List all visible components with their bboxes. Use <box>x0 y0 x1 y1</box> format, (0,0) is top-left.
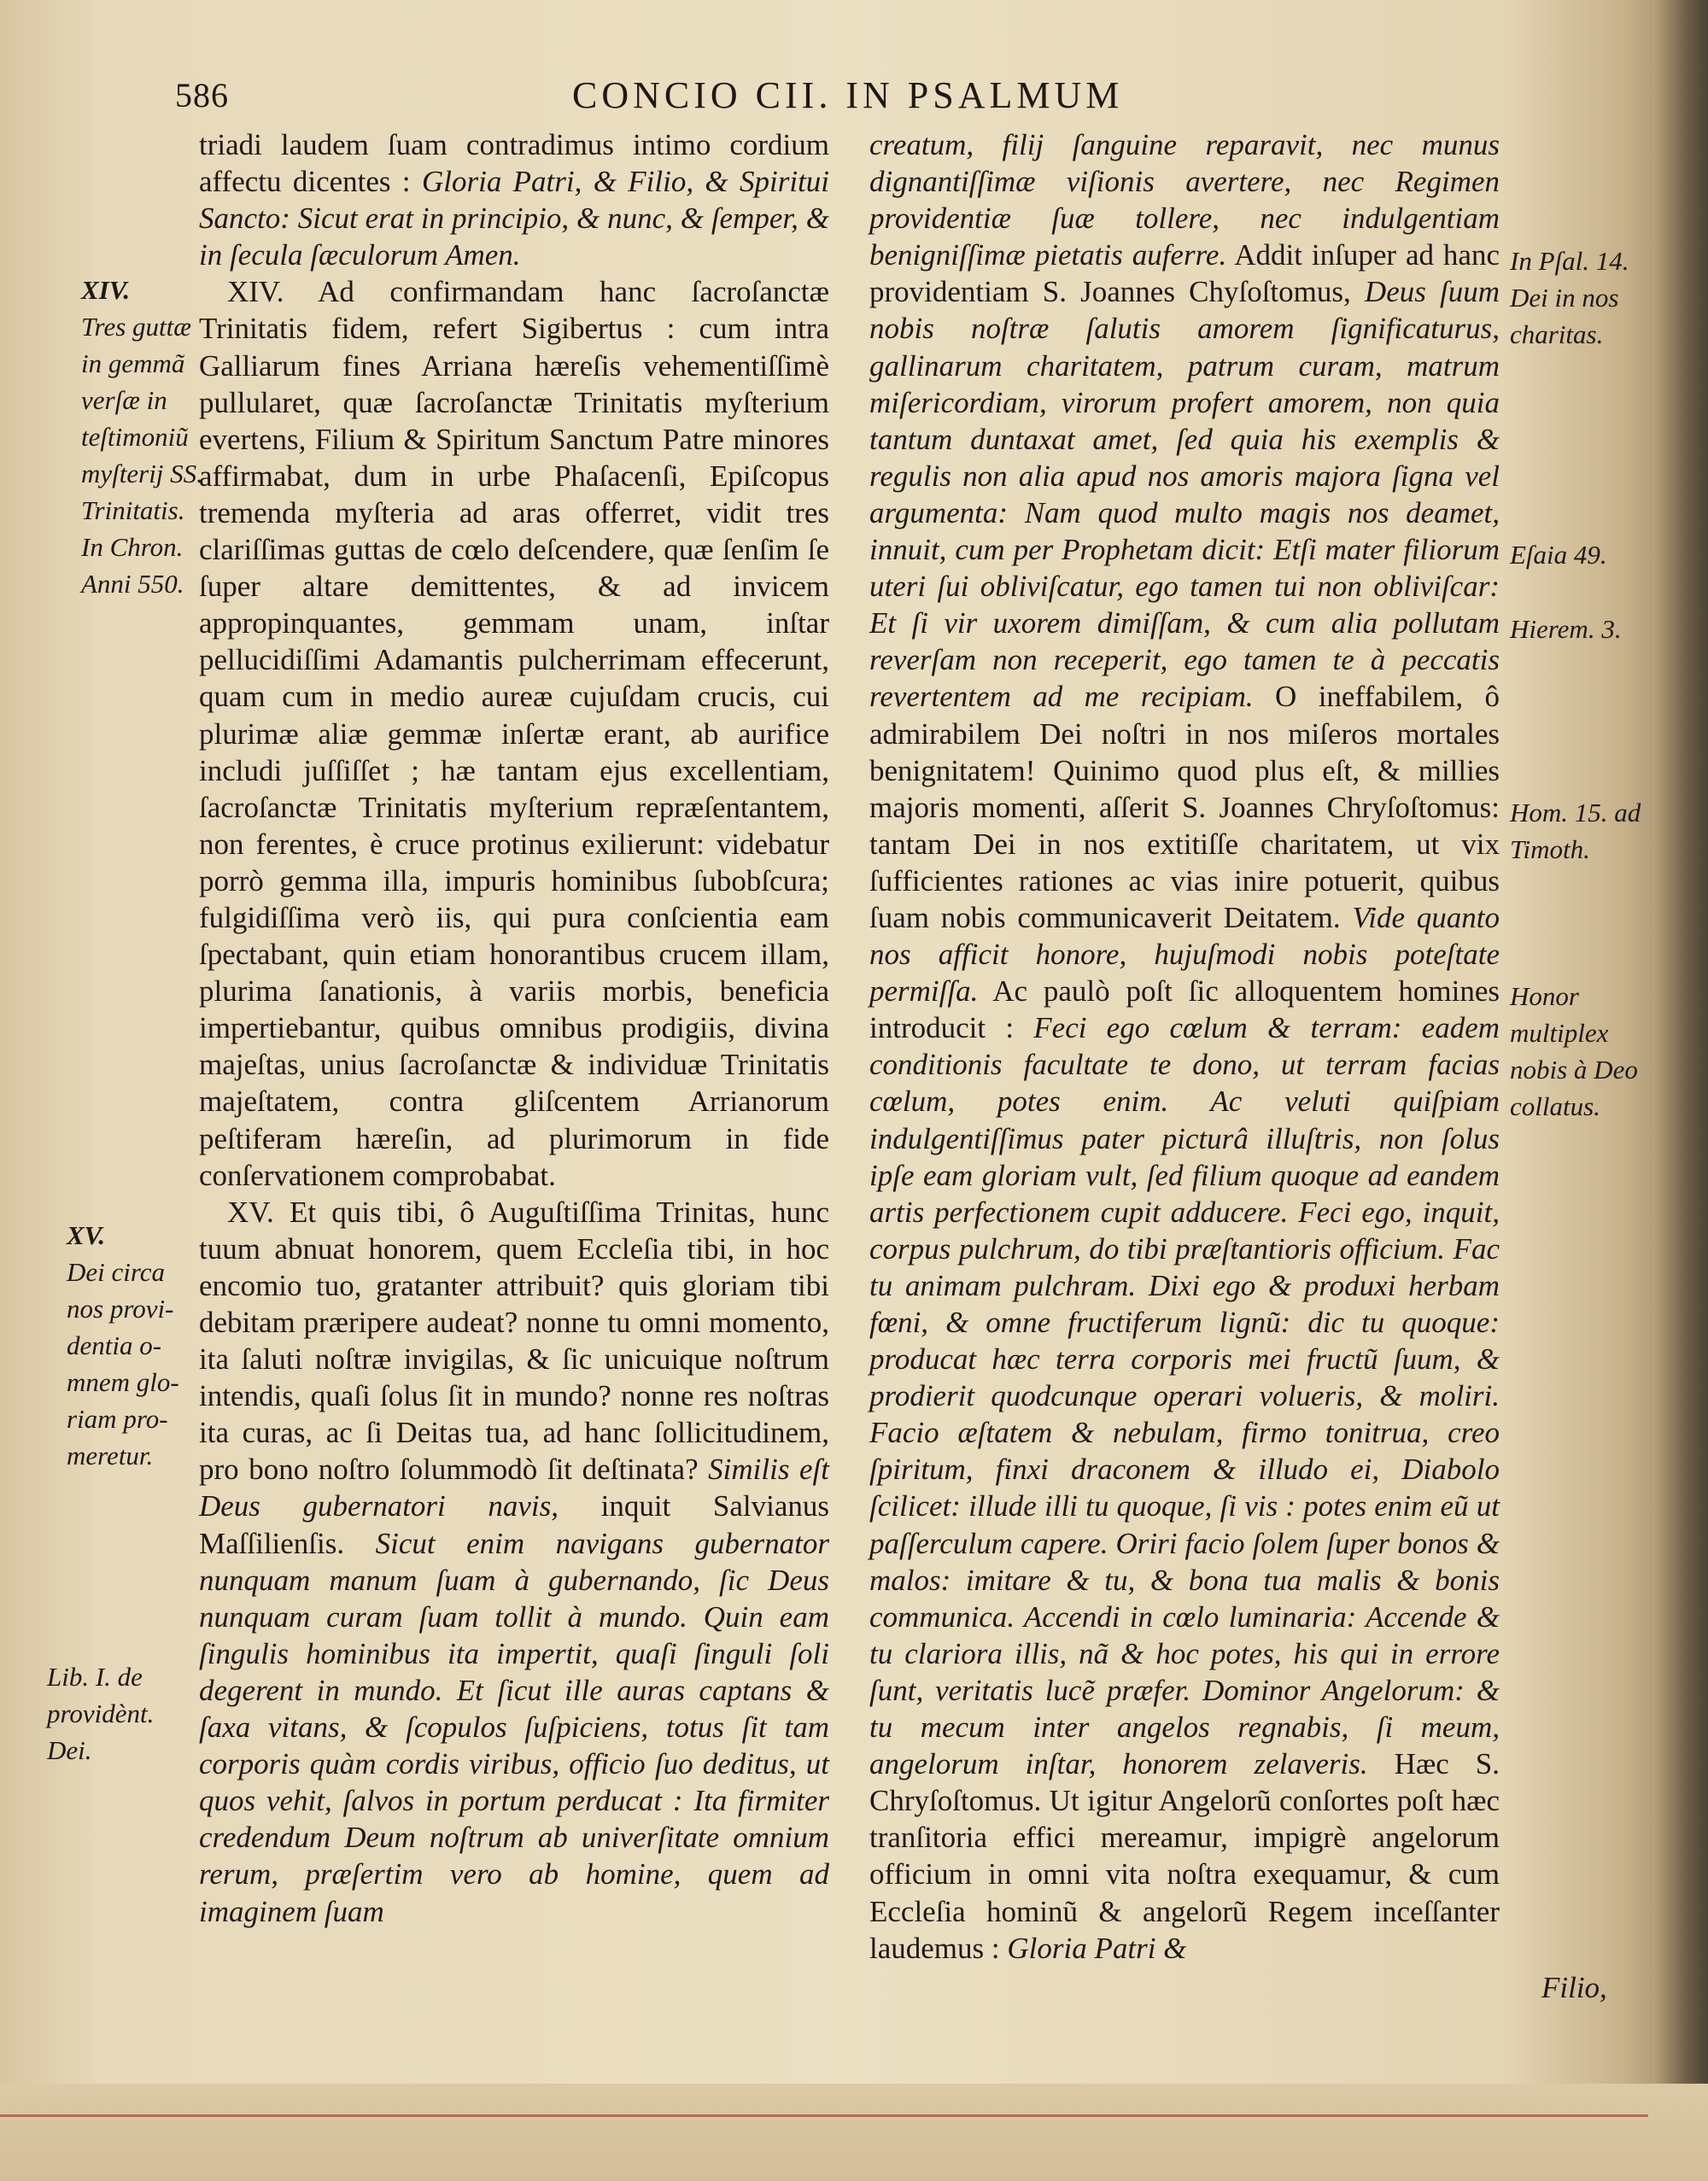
margin-note-line: riam pro- <box>67 1404 168 1434</box>
margin-note-line: Dei. <box>47 1735 92 1765</box>
margin-note-line: Tres guttæ <box>81 312 191 342</box>
margin-note-salvian-ref <box>47 1658 154 1769</box>
margin-note-line: Lib. I. de <box>47 1662 143 1692</box>
conclusion-text: Hæc S. Chryſoſtomus. Ut igitur Angelorũ conſortes poſt hæc tranſitoria effici mereamur, impigrè angelorum officium in omni vita noſtra exequamur, & cum Eccleſia hominũ & angelorũ Regem inceſſanter laudemus : <box>869 1747 1500 1965</box>
margin-note-line: Hom. 15. ad <box>1510 798 1641 827</box>
margin-note-hierem: Hierem. 3. <box>1510 614 1622 644</box>
margin-note-line: In Chron. <box>81 532 184 562</box>
margin-section-number: XIV. <box>81 275 131 305</box>
margin-note-line: dentia o- <box>67 1330 162 1360</box>
section-xv-text: XV. Et quis tibi, ô Auguſtiſſima Trinitas, hunc tuum abnuat honorem, quem Eccleſia tibi, in hoc encomio tuo, gratanter attribuit? quis gloriam tibi debitam præripere audeat? nonne tu omni momento, ita ſaluti noſtræ invigilas, & ſic unicuique noſtrum intendis, quaſi ſolus ſit in mundo? nonne res noſtras ita curas, ac ſi Deitas tua, ad hanc ſollicitudinem, pro bono noſtro ſolummodò ſit deſtinata? <box>199 1195 829 1487</box>
right-text-column <box>869 126 1500 1967</box>
margin-note-line: mnem glo- <box>67 1367 179 1397</box>
salvian-attribution: inquit Salvianus Maſſilienſis. <box>199 1489 829 1560</box>
margin-note-psalm-ref <box>1510 243 1629 353</box>
page-bottom-margin <box>0 2084 1708 2181</box>
doxology-text: Gloria Patri, & Filio, & Spiritui Sancto: Sicut erat in principio, & nunc, & ſemper, & in ſecula ſæculorum Amen. <box>199 165 830 272</box>
margin-note-line: collatus. <box>1510 1091 1600 1121</box>
paragraph-continuation <box>199 126 829 273</box>
margin-note-esaia: Eſaia 49. <box>1510 540 1607 570</box>
margin-note-line: verſæ in <box>81 385 167 415</box>
final-doxology: Gloria Patri & <box>1007 1931 1187 1965</box>
margin-note-line: charitas. <box>1510 319 1604 349</box>
introduction-text: Ac paulò poſt ſic alloquentem homines introducit : <box>869 974 1500 1045</box>
margin-note-line: providènt. <box>47 1699 155 1728</box>
left-text-column <box>199 126 829 1930</box>
bottom-red-rule <box>0 2114 1648 2117</box>
chrysostom-quote: Deus ſuum nobis noſtræ ſalutis amorem ſignificaturus, gallinarum charitatem, patrum curam, matrum miſericordiam, virorum profert amorem, non quia tantum duntaxat amet, ſed quia his exemplis & regulis non alia apud nos amoris majora ſigna vel argumenta: Nam quod multo magis nos deamet, innuit, cum per Prophetam dicit: Etſi mater filiorum uteri ſui obliviſcatur, ego tamen tui non obliviſcar: Et ſi vir uxorem dimiſſam, & cum alia pollutam reverſam non receperit, ego tamen te à peccatis revertentem ad me recipiam. <box>869 275 1500 714</box>
god-speech-quote: Feci ego cœlum & terram: eadem conditionis facultate te dono, ut terram facias cœlum, potes enim. Ac veluti quiſpiam indulgentiſſimus pater picturâ illuſtris, non ſolus ipſe eam gloriam vult, ſed filium quoque ad eandem artis perfectionem cupit adducere. Feci ego, inquit, corpus pulchrum, do tibi præſtantioris officium. Fac tu animam pulchram. Dixi ego & produxi herbam fœni, & omne fructiferum lignũ: dic tu quoque: producat hæc terra corporis mei fructũ ſuum, & prodierit quodcunque operari volueris, & moliri. Facio æſtatem & nebulam, firmo tonitrua, creo ſpiritum, finxi draconem & illudo ei, Diabolo ſcilicet: illude illi tu quoque, ſi vis : potes enim eũ ut paſſerculum capere. Oriri facio ſolem ſuper bonos & malos: imitare & tu, & bona tua malis & bonis communica. Accendi in cœlo luminaria: Accende & tu clariora illis, nã & hoc potes, his qui in errore ſunt, veritatis lucẽ præfer. Dominor Angelorum: & tu mecum inter angelos regnabis, ſi meum, angelorum inſtar, honorem zelaveris. <box>869 1011 1500 1781</box>
running-head: CONCIO CII. IN PSALMUM <box>572 74 1124 116</box>
page-gutter-shadow <box>1652 0 1708 2181</box>
chrysostom-intro: Addit inſuper ad hanc providentiam S. Joannes Chyſoſtomus, <box>869 238 1500 309</box>
paragraph-section-xv <box>199 1194 829 1930</box>
exclamation-text: O ineffabilem, ô admirabilem Dei noſtri in nos miſeros mortales benignitatem! Quinimo quod plus eſt, & millies majoris momenti, aſſerit S. Joannes Chryſoſtomus: tantam Dei in nos extitiſſe charitatem, ut vix ſufficientes rationes ac vias inire potuerit, quibus ſuam nobis communicaverit Deitatem. <box>869 680 1500 934</box>
margin-note-line: Dei circa <box>67 1257 166 1287</box>
margin-note-line: Timoth. <box>1510 834 1590 864</box>
margin-note-line: Anni 550. <box>81 569 184 599</box>
margin-note-line: Honor <box>1510 981 1579 1011</box>
continuation-text: triadi laudem ſuam contradimus intimo cordium affectu dicentes : <box>199 128 829 199</box>
margin-note-homily-ref <box>1510 794 1641 868</box>
margin-note-xv <box>67 1217 179 1474</box>
margin-note-line: meretur. <box>67 1441 154 1471</box>
page-number: 586 <box>175 76 229 114</box>
salvian-quote-end: creatum, filij ſanguine reparavit, nec munus dignantiſſimæ viſionis avertere, nec Regimen providentiæ ſuæ tollere, nec indulgentiam benigniſſimæ pietatis auferre. <box>869 128 1500 272</box>
section-xiv-text: XIV. Ad confirmandam hanc ſacroſanctæ Trinitatis fidem, refert Sigibertus : cum intra Galliarum fines Arriana hæreſis vehementiſſimè pullularet, quæ ſacroſanctæ Trinitatis myſterium evertens, Filium & Spiritum Sanctum Patre minores affirmabat, dum in urbe Phaſacenſi, Epiſcopus tremenda myſteria ad aras offerret, vidit tres clariſſimas guttas de cœlo deſcendere, quæ ſenſim ſe ſuper altare demittentes, & ad invicem appropinquantes, gemmam unam, inſtar pellucidiſſimi Adamantis pulcherrimam effecerunt, quam cum in medio aureæ cujuſdam crucis, cui plurimæ aliæ gemmæ inſertæ erant, ab aurifice includi juſſiſſet ; hæ tantam ejus excellentiam, ſacroſanctæ Trinitatis myſterium repræſentantem, non ferentes, è cruce protinus exilierunt: videbatur porrò gemma illa, impuris hominibus ſubobſcura; fulgidiſſima verò iis, qui pura conſcientia eam ſpectabant, quin etiam honorantibus crucem illam, plurima ſanationis, à variis morbis, beneficia impertiebantur, quibus omnibus prodigiis, divina majeſtas, unius ſacroſanctæ & individuæ Trinitatis majeſtatem, contra gliſcentem Arrianorum peſtiferam hæreſin, ad plurimorum in fide conſervationem comprobabat. <box>199 275 829 1192</box>
paragraph-section-xiv <box>199 273 829 1193</box>
paragraph-right <box>869 126 1500 1967</box>
margin-note-line: nos provi- <box>67 1294 174 1324</box>
margin-note-line: teſtimoniũ <box>81 422 189 452</box>
salvian-quote: Sicut enim navigans gubernator nunquam manum ſuam à gubernando, ſic Deus nunquam curam ſuam tollit à mundo. Quin eam ſingulis hominibus ita impertit, quaſi ſinguli ſoli degerent in mundo. Et ſicut ille auras captans & ſaxa vitans, & ſcopulos ſuſpiciens, totus ſit tam corporis quàm cordis viribus, officio ſuo deditus, ut quos vehit, ſalvos in portum perducat : Ita firmiter credendum Deum noſtrum ab univerſitate omnium rerum, præſertim vero ab homine, quem ad imaginem ſuam <box>199 1526 830 1928</box>
catchword: Filio, <box>1541 1971 1607 2004</box>
margin-note-line: nobis à Deo <box>1510 1055 1638 1085</box>
margin-note-line: In Pſal. 14. <box>1510 246 1629 276</box>
margin-section-number: XV. <box>67 1220 106 1250</box>
margin-note-line: multiplex <box>1510 1018 1609 1048</box>
margin-note-line: Dei in nos <box>1510 283 1619 313</box>
margin-note-xiv <box>81 272 203 602</box>
honor-quote: Vide quanto nos afficit honore, hujuſmodi nobis poteſtate permiſſa. <box>869 900 1500 1009</box>
salvian-quote-lead: Similis eſt Deus gubernatori navis, <box>199 1453 829 1523</box>
margin-note-honor <box>1510 978 1638 1125</box>
margin-note-line: myſterij SS. <box>81 459 203 488</box>
margin-note-line: in gemmã <box>81 348 185 378</box>
margin-note-line: Trinitatis. <box>81 495 185 525</box>
